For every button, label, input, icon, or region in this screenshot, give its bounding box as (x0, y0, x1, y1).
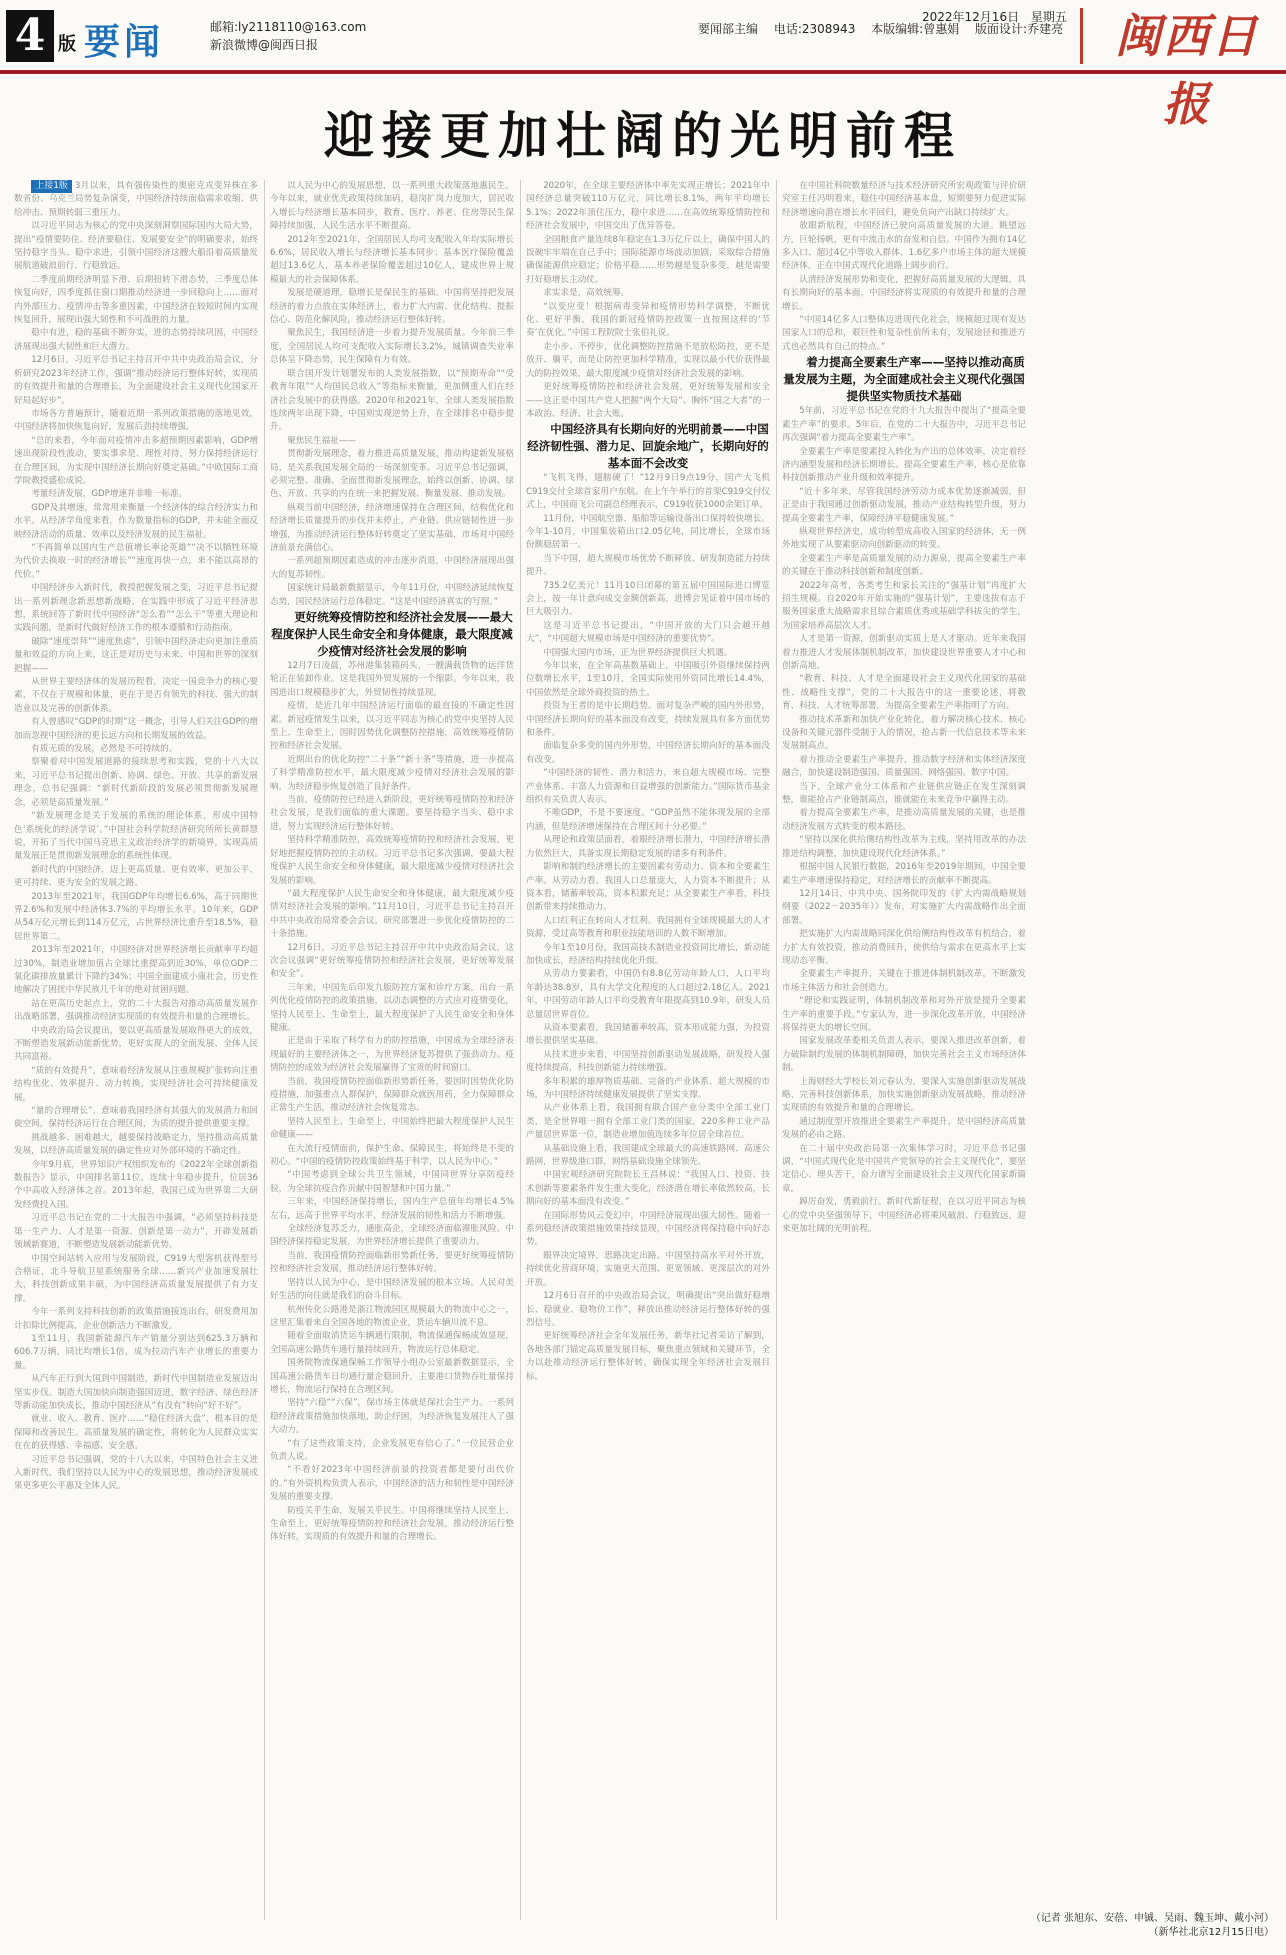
weekday-text: 星期五 (1030, 10, 1067, 24)
date-text: 2022年12月16日 (922, 10, 1020, 24)
page-editor: 本版编辑:曾惠娟 (871, 22, 960, 36)
article-column-2: 以人民为中心的发展思想，以一系列重大政策落地惠民生。今年以来，就业优先政策持续加码，稳岗扩岗力度加大，居民收入增长与经济增长基本同步，教育、医疗、养老、住房等民生保障持续加强，人民生活水平不断提高。 2012年至2021年，全国居民人均可支配收入年均实际增长6.6%，居民收入增长与经济增长基本同步；基本医疗保险覆盖超过13.6亿人，基本养老保险覆盖超过10亿人，建成世界上规模最大的社会保障体系。 发展是硬道理，稳增长是保民生的基础。中国将坚持把发展经济的着力点放在实体经济上，着力扩大内需、优化结构、提振信心、防范化解风险，推动经济运行整体好转。 聚焦民生，我国经济进一步着力提升发展质量。今年前三季度，全国居民人均可支配收入实际增长3.2%，城镇调查失业率总体呈下降态势，民生保障有力有效。 联合国开发计划署发布的人类发展指数，以“预期寿命”“受教育年限”“人均国民总收入”等指标来衡量，更加侧重人们在经济社会发展中的获得感。2020年和2021年，全球人类发展指数连续两年出现下降，中国则实现逆势上升，在全球排名中稳步提升。 聚焦民生福祉—— 贯彻新发展理念，着力推进高质量发展，推动构建新发展格局，是关系我国发展全局的一场深刻变革。习近平总书记强调，必须完整、准确、全面贯彻新发展理念，始终以创新、协调、绿色、开放、共享的内在统一来把握发展、衡量发展、推动发展。 纵观当前中国经济，经济增速保持在合理区间，结构优化和经济增长质量提升的步伐并未停止，产业链、供应链韧性进一步增强，为推动经济运行整体好转奠定了坚实基础，市场对中国经济前景充满信心。 一系列超预期因素造成的冲击逐步消退，中国经济展现出强大的复苏韧性。 国家统计局最新数据显示，今年11月份，中国经济延续恢复态势，国民经济运行总体稳定。“这是中国经济真实的写照。” 更好统筹疫情防控和经济社会发展——最大程度保护人民生命安全和身体健康，最大限度减少疫情对经济社会发展的影响 12月7日凌晨，苏州港集装箱码头，一艘满载货物的远洋货轮正在装卸作业。这是我国外贸发展的一个缩影。今年以来，我国进出口规模稳步扩大，外贸韧性持续显现。 疫情，是近几年中国经济运行面临的最直接的不确定性因素。新冠疫情发生以来，以习近平同志为核心的党中央坚持人民至上、生命至上，因时因势优化调整防控措施，高效统筹疫情防控和经济社会发展。 近期出台的优化防控“二十条”“新十条”等措施，进一步提高了科学精准防控水平，最大限度减少疫情对经济社会发展的影响，为经济稳步恢复创造了良好条件。 当前，疫情防控已经进入新阶段，更好统筹疫情防控和经济社会发展，是我们面临的重大课题。要坚持稳字当头、稳中求进，努力实现经济运行整体好转。 坚持科学精准防控，高效统筹疫情防控和经济社会发展，更好地把握疫情防控的主动权。习近平总书记多次强调，要最大程度保护人民生命安全和身体健康，最大限度减少疫情对经济社会发展的影响。 “最大程度保护人民生命安全和身体健康，最大限度减少疫情对经济社会发展的影响。”11月10日，习近平总书记主持召开中共中央政治局常委会会议，研究部署进一步优化疫情防控的二十条措施。 12月6日，习近平总书记主持召开中共中央政治局会议，这次会议强调“更好统筹疫情防控和经济社会发展，更好统筹发展和安全”。 三年来，中国先后印发九版防控方案和诊疗方案，出台一系列优化疫情防控的政策措施，以动态调整的方式应对疫情变化，坚持人民至上、生命至上，最大程度保护了人民生命安全和身体健康。 正是由于采取了科学有力的防控措施，中国成为全球经济表现最好的主要经济体之一，为世界经济复苏提供了强劲动力。疫情防控的成效为经济社会发展赢得了宝贵的时间窗口。 当前，我国疫情防控面临新形势新任务，要因时因势优化防疫措施，加强重点人群保护，保障群众就医用药，全力保障群众正常生产生活，推动经济社会恢复常态。 坚持人民至上、生命至上，中国始终把最大程度保护人民生命健康—— 在大流行疫情面前，保护生命、保障民生，将始终是不变的初心。“中国的疫情防控政策始终基于科学，以人民为中心。” “中国考虑到全球公共卫生领域，中国同世界分享防疫经验，为全球抗疫合作贡献中国智慧和中国力量。” 三年来，中国经济保持增长，国内生产总值年均增长4.5%左右，远高于世界平均水平，经济发展的韧性和活力不断增强。 全球经济复苏乏力，通胀高企，全球经济面临滞胀风险。中国经济保持稳定发展，为世界经济增长提供了重要动力。 当前，我国疫情防控面临新形势新任务，要更好统筹疫情防控和经济社会发展，推动经济运行整体好转。 坚持以人民为中心，是中国经济发展的根本立场。人民对美好生活的向往就是我们的奋斗目标。 杭州传化公路港是浙江物流园区规模最大的物流中心之一，这里汇集着来自全国各地的物流企业，货运车辆川流不息。 随着全面取消货运车辆通行限制，物流保通保畅成效显现，全国高速公路货车通行量持续回升，物流运行总体稳定。 国务院物流保通保畅工作领导小组办公室最新数据显示，全国高速公路货车日均通行量企稳回升，主要港口货物吞吐量保持增长，物流运行保持在合理区间。 坚持“六稳”“六保”，保市场主体就是保社会生产力。一系列稳经济政策措施加快落地，助企纾困，为经济恢复发展注入了强大动力。 “有了这些政策支持，企业发展更有信心了。”一位民营企业负责人说。 “不看好2023年中国经济前景的投资者都是要付出代价的。”有外资机构负责人表示，中国经济的活力和韧性是中国经济发展的重要支撑。 防疫关乎生命，发展关乎民生。中国将继续坚持人民至上、生命至上，更好统筹疫情防控和经济社会发展，推动经济运行整体好转，实现质的有效提升和量的合理增长。 (270, 181, 514, 1543)
headline: 迎接更加壮阔的光明前程 (324, 106, 962, 165)
article-column-3: 2020年，在全球主要经济体中率先实现正增长；2021年中国经济总量突破110万亿元，同比增长8.1%，两年平均增长5.1%；2022年顶住压力，稳中求进……在高效统筹疫情防控和经济社会发展中，中国交出了优异答卷。 全国粮食产量连续8年稳定在1.3万亿斤以上，确保中国人的饭碗牢牢端在自己手中；国际能源市场波动加剧，采取综合措施确保能源供应稳定；价格平稳……形势越是复杂多变，越是需要打好稳增长主动仗。 求实求是，高效统筹。 “以变应变！根据病毒变异和疫情形势科学调整，不断优化、更好平衡，我国的新冠疫情防控政策一直按照这样的‘节奏’在优化。”中国工程院院士张伯礼说。 走小步、不停步，优化调整防控措施不是放松防控，更不是放开、躺平，而是让防控更加科学精准，实现以最小代价获得最大的防控效果，最大限度减少疫情对经济社会发展的影响。 更好统筹疫情防控和经济社会发展，更好统筹发展和安全——这正是中国共产党人把握“两个大局”、胸怀“国之大者”的一本政治、经济、社会大账。 中国经济具有长期向好的光明前景——中国经济韧性强、潜力足、回旋余地广，长期向好的基本面不会改变 “飞机飞得，翅膀硬了！”12月9日9点19分，国产大飞机C919交付全球首家用户东航。在上午午举行的首架C919交付仪式上，中国商飞公司副总经理表示，C919收获1000余架订单。 11月份，中国航空器、船舶等运输设备出口保持较快增长。今年1-10月，中国集装箱出口2.05亿吨，同比增长，全球市场份额稳居第一。 当下中国，超大规模市场优势不断释放、研发制造能力持续提升。 735.2亿美元！11月10日闭幕的第五届中国国际进口博览会上，按一年计意向成交金额创新高，进博会见证着中国市场的巨大吸引力。 这是习近平总书记提出，“中国开放的大门只会越开越大”，“中国超大规模市场是中国经济的重要优势”。 中国强大国内市场，正为世界经济提供巨大机遇。 今年以来，在全年高基数基础上，中国吸引外资继续保持两位数增长水平，1至10月，全国实际使用外资同比增长14.4%，中国依然是全球外商投资的热土。 投资为王者的是中长期趋势。面对复杂严峻的国内外形势，中国经济长期向好的基本面没有改变，持续发展具有多方面优势和条件。 面临复杂多变的国内外形势，中国经济长期向好的基本面没有改变。 “中国经济的韧性、潜力和活力，来自超大规模市场、完整产业体系、丰富人力资源和日益增强的创新能力。”国际货币基金组织有关负责人表示。 不唯GDP，不是不要速度。“GDP虽然不能体现发展的全部内涵，但是经济增速保持在合理区间十分必要。” 从理论和政策层面看，着眼经济增长潜力，中国经济增长潜力依然巨大，具备实现长期稳定发展的诸多有利条件。 影响和制约经济增长的主要因素有劳动力、资本和全要素生产率。从劳动力看，我国人口总量庞大，人力资本不断提升；从资本看，储蓄率较高，资本积累充足；从全要素生产率看，科技创新带来持续推动力。 人口红利正在转向人才红利。我国拥有全球规模最大的人才资源，受过高等教育和职业技能培训的人数不断增加。 今年1至10月份，我国高技术制造业投资同比增长，新动能加快成长，经济结构持续优化升级。 从劳动力要素看，中国仍有8.8亿劳动年龄人口，人口平均年龄达38.8岁，具有大学文化程度的人口超过2.18亿人。2021年，中国劳动年龄人口平均受教育年限提高到10.9年，研发人员总量居世界首位。 从资本要素看，我国储蓄率较高，资本形成能力强，为投资增长提供坚实基础。 从技术进步来看，中国坚持创新驱动发展战略，研发投入强度持续提高，科技创新能力持续增强。 多年积累的雄厚物质基础、完备的产业体系、超大规模的市场，为中国经济持续健康发展提供了坚实支撑。 从产业体系上看，我国拥有联合国产业分类中全部工业门类，是全世界唯一拥有全部工业门类的国家，220多种工业产品产量居世界第一位，制造业增加值连续多年位居全球首位。 从基础设施上看，我国建成全球最大的高速铁路网、高速公路网，世界级港口群，网络基础设施全球领先。 中国宏观经济研究院院长王昌林说：“我国人口、投资、技术创新等要素条件发生重大变化，经济潜在增长率依然较高，长期向好的基本面没有改变。” 在国际形势风云变幻中，中国经济展现出强大韧性。随着一系列稳经济政策措施效果持续显现，中国经济将保持稳中向好态势。 眼界决定境界，思路决定出路。中国坚持高水平对外开放，持续优化营商环境，实施更大范围、更宽领域、更深层次的对外开放。 12月6日召开的中央政治局会议，明确提出“突出做好稳增长、稳就业、稳物价工作”，释放出推动经济运行整体好转的强烈信号。 更好统筹经济社会全年发展任务，新华社记者采访了解到，各地各部门锚定高质量发展目标，聚焦重点领域和关键环节，全力以赴推动经济运行整体好转，确保实现全年经济社会发展目标。 (526, 181, 770, 1382)
reporters: （记者 张旭东、安蓓、申铖、吴雨、魏玉坤、戴小河） (1030, 1913, 1274, 1924)
issue-date (922, 8, 1075, 25)
weibo-text: 新浪微博@闽西日报 (210, 38, 319, 52)
page-number: 4 (6, 10, 54, 62)
byline (1030, 1912, 1274, 1940)
article-column-4: 在中国社科院数量经济与技术经济研究所宏观政策与评价研究室主任冯明看来，稳住中国经济基本盘，短期要努力促进实际经济增速向潜在增长水平回归，避免负向产出缺口持续扩大。 放眼新航程，中国经济已驶向高质量发展的大道。眺望远方，巨轮扬帆，更有中流击水的奋发和自信。中国作为拥有14亿多人口、超过4亿中等收入群体、1.6亿多户市场主体的超大规模经济体，正在中国式现代化道路上阔步前行。 认清经济发展形势和变化，把握好高质量发展的大逻辑，具有长期向好的基本面，中国经济将实现质的有效提升和量的合理增长。 “中国14亿多人口整体迈进现代化社会，规模超过现有发达国家人口的总和，艰巨性和复杂性前所未有，发展途径和推进方式也必然具有自己的特点。” 着力提高全要素生产率——坚持以推动高质量发展为主题，为全面建成社会主义现代化强国提供坚实物质技术基础 5年前，习近平总书记在党的十九大报告中提出了“提高全要素生产率”的要求。5年后，在党的二十大报告中，习近平总书记再次强调“着力提高全要素生产率”。 全要素生产率是要素投入转化为产出的总体效率，决定着经济内涵型发展和经济长期增长。提高全要素生产率，核心是依靠科技创新推动产业升级和效率提升。 “近十多年来，尽管我国经济劳动力成本优势逐渐减弱，但正是由于我国通过创新驱动发展，推动产业结构转型升级，努力提高全要素生产率，保障经济平稳健康发展。” 纵观世界经济史，成功转型成高收入国家的经济体，无一例外地实现了从要素驱动向创新驱动的转变。 全要素生产率是高质量发展的动力源泉，提高全要素生产率的关键在于推动科技创新和制度创新。 2022年高考，各类考生和家长关注的“强基计划”再度扩大招生规模。自2020年开始实施的“强基计划”，主要选拔有志于服务国家重大战略需求且综合素质优秀或基础学科拔尖的学生，为国家培养高层次人才。 人才是第一资源，创新驱动实质上是人才驱动。近年来我国着力推进人才发展体制机制改革，加快建设世界重要人才中心和创新高地。 “教育、科技、人才是全面建设社会主义现代化国家的基础性、战略性支撑”，党的二十大报告中的这一重要论述，将教育、科技、人才统筹部署，为提高全要素生产率指明了方向。 推动技术革新和加快产业化转化，着力解决核心技术、核心设备和关键元器件受制于人的情况，抢占新一代信息技术等未来发展制高点。 着力推动全要素生产率提升，推动数字经济和实体经济深度融合，加快建设制造强国、质量强国、网络强国、数字中国。 当下，全球产业分工体系和产业链供应链正在发生深刻调整，谁能抢占产业链制高点，谁就能在未来竞争中赢得主动。 着力提高全要素生产率，是推动高质量发展的关键，也是推动经济发展方式转变的根本路径。 “坚持以深化供给侧结构性改革为主线，坚持用改革的办法推进结构调整，加快建设现代化经济体系。” 根据中国人民银行数据，2016年至2019年期间，中国全要素生产率增速保持稳定，对经济增长的贡献率不断提高。 12月14日，中共中央、国务院印发的《扩大内需战略规划纲要（2022－2035年）》发布，对实施扩大内需战略作出全面部署。 把实施扩大内需战略同深化供给侧结构性改革有机结合，着力扩大有效投资，推动消费回升，使供给与需求在更高水平上实现动态平衡。 全要素生产率提升，关键在于推进体制机制改革，不断激发市场主体活力和社会创造力。 “理论和实践证明，体制机制改革和对外开放是提升全要素生产率的重要手段。”专家认为，进一步深化改革开放，中国经济将保持更大的增长空间。 国家发展改革委相关负责人表示，要深入推进改革创新，着力破除制约发展的体制机制障碍，加快完善社会主义市场经济体制。 上海财经大学校长刘元春认为，要深入实施创新驱动发展战略，完善科技创新体系，加快实施创新驱动发展战略，推动经济实现质的有效提升和量的合理增长。 通过制度型开放推进全要素生产率提升，是中国经济高质量发展的必由之路。 在二十届中央政治局第一次集体学习时，习近平总书记强调，“中国式现代化是中国共产党领导的社会主义现代化”，要坚定信心、埋头苦干，奋力谱写全面建设社会主义现代化国家新篇章。 踔厉奋发，勇毅前行。新时代新征程，在以习近平同志为核心的党中央坚强领导下，中国经济必将乘风破浪、行稳致远，迎来更加壮阔的光明前程。 (782, 181, 1026, 1235)
contact-info (210, 18, 366, 54)
source: （新华社北京12月15日电） (1148, 1927, 1274, 1938)
subhead-2: 中国经济具有长期向好的光明前景——中国经济韧性强、潜力足、回旋余地广，长期向好的基本面不会改变 (527, 422, 769, 471)
phone: 电话:2308943 (773, 22, 856, 36)
column-divider (520, 180, 521, 1920)
chief-editor: 要闻部主编 (698, 22, 759, 36)
continued-tag: 上接1版 (31, 180, 72, 193)
page-label: 版 (58, 34, 76, 55)
subhead-3: 着力提高全要素生产率——坚持以推动高质量发展为主题，为全面建成社会主义现代化强国提供坚实物质技术基础 (783, 355, 1025, 404)
section-title: 要闻 (84, 21, 165, 63)
page-header (0, 0, 1286, 131)
email-text: 邮箱:ly2118110@163.com (210, 20, 367, 34)
column-divider (776, 180, 777, 1920)
column-divider (264, 180, 265, 1920)
article-column-1: 上接1版 3月以来，具有强传染性的奥密克戎变异株在多数省份、乌克兰局势复杂演变，中国经济持续面临需求收缩、供给冲击、预期转弱三重压力。 以习近平同志为核心的党中央深刻洞察国际国内大局大势，提出“疫情要防住、经济要稳住、发展要安全”的明确要求，始终坚持稳字当头、稳中求进，引领中国经济这艘大船沿着高质量发展航道破浪前行、行稳致远。 二季度前期经济明显下滑、后期扭转下滑态势，三季度总体恢复向好，四季度抓住窗口期推动经济进一步回稳向上……面对内外部压力、疫情冲击等多重因素，中国经济在较短时间内实现恢复回升，展现出强大韧性和不可战胜的力量。 稳中有进，稳的基础不断夯实，进的态势持续巩固，中国经济展现出强大韧性和巨大潜力。 12月6日，习近平总书记主持召开中共中央政治局会议，分析研究2023年经济工作，强调“推动经济运行整体好转，实现质的有效提升和量的合理增长，为全面建设社会主义现代化国家开好局起好步”。 市场各方普遍预计，随着近期一系列政策措施的落地见效，中国经济将加快恢复向好，发展后劲持续增强。 “总的来看，今年面对疫情冲击多超预期因素影响，GDP增速出现阶段性波动，要实事求是、理性对待，努力保持经济运行在合理区间，为实现中国经济长期向好奠定基础。”中欧国际工商学院教授盛松成说。 考量经济发展，GDP增速并非唯一标准。 GDP及其增速，常常用来衡量一个经济体的综合经济实力和水平。从经济学角度来看，作为数量指标的GDP，并未能全面反映经济活动的质量、效率以及经济发展的民生福祉。 “不再简单以国内生产总值增长率论英雄”“决不以牺牲环境为代价去换取一时的经济增长”“速度再快一点，来不能以高昂的代价。” 中国经济步入新时代，教授把握发展之变，习近平总书记提出一系列新理念新思想新战略，在实践中形成了习近平经济思想，系统回答了新时代中国经济“怎么看”“怎么干”等重大理论和实践问题，是新时代做好经济工作的根本遵循和行动指南。 破除“速度崇拜”“速度焦虑”，引领中国经济走向更加注重质量和效益的方向上来，这正是对历史与未来、中国和世界的深刻把握—— 从世界主要经济体的发展历程看，决定一国竞争力的核心要素，不仅在于规模和体量，更在于是否有领先的科技、强大的制造业以及完善的创新体系。 有人曾感叹“GDP的时期”这一概念，引导人们关注GDP的增加而忽视中国经济的更长远方向和长期发展的效益。 有质无质的发展，必然是不可持续的。 察聚着对中国发展道路的接续思考和实践，党的十八大以来，习近平总书记提出创新、协调、绿色、开放、共享的新发展理念，总书记强调：“新时代新阶段的发展必须贯彻新发展理念，必须是高质量发展。” “新发展理念是关于发展的系统的理论体系，形成中国特色‘系统化的经济学说’。”中国社会科学院经济研究所所长黄群慧说，开拓了当代中国马克思主义政治经济学的新境界，实现高质量发展正是贯彻新发展理念的系统性体现。 新时代的中国经济，迈上更高质量、更有效率、更加公平、更可持续、更为安全的发展之路。 2013年至2021年，我国GDP年均增长6.6%，高于同期世界2.6%和发展中经济体3.7%的平均增长水平。10年来，GDP从54万亿元增长到114万亿元，占世界经济比重升至18.5%，稳居世界第二。 2013年至2021年，中国经济对世界经济增长贡献率平均超过30%，制造业增加值占全球比重提高到近30%，单位GDP二氧化碳排放量累计下降约34%；中国全面建成小康社会，历史性地解决了困扰中华民族几千年的绝对贫困问题。 站在更高历史起点上，党的二十大报告对推动高质量发展作出战略部署，强调推动经济实现质的有效提升和量的合理增长。 中央政治局会议提出，要以更高质量发展取得更大的成效，不断塑造发展新动能新优势，更好实现人的全面发展、全体人民共同富裕。 “质的有效提升”，意味着经济发展从注重规模扩张转向注重结构优化、效率提升、动力转换，实现经济社会可持续健康发展。 “量的合理增长”，意味着我国经济有其强大的发展潜力和回旋空间，保持经济运行在合理区间，为质的提升提供重要支撑。 挑战越多、困难越大，越要保持战略定力，坚持推动高质量发展，以经济高质量发展的确定性应对外部环境的不确定性。 今年9月底，世界知识产权组织发布的《2022年全球创新指数报告》显示，中国排名第11位，连续十年稳步提升，位居36个中高收入经济体之首。2013年起，我国已成为世界第二大研发经费投入国。 习近平总书记在党的二十大报告中强调，“必须坚持科技是第一生产力、人才是第一资源、创新是第一动力”，开辟发展新领域新赛道，不断塑造发展新动能新优势。 中国空间站转入应用与发展阶段，C919大型客机获得型号合格证，北斗导航卫星系统服务全球……新兴产业加速发展壮大，科技创新成果丰硕，为中国经济高质量发展提供了有力支撑。 今年一系列支持科技创新的政策措施接连出台，研发费用加计扣除比例提高，企业创新活力不断激发。 1至11月，我国新能源汽车产销量分别达到625.3万辆和606.7万辆，同比均增长1倍，成为拉动汽车产业增长的重要力量。 从汽车正行到大国到中国制造，新时代中国制造业发展迈出坚实步伐。制造大国加快向制造强国迈进，数字经济、绿色经济等新动能加快成长，推动中国经济从“有没有”转向“好不好”。 就业、收入、教育、医疗……“稳住经济大盘”，根本目的是保障和改善民生。高质量发展的确定性，将转化为人民群众实实在在的获得感、幸福感、安全感。 习近平总书记强调，党的十八大以来，中国特色社会主义进入新时代，我们坚持以人民为中心的发展思想，推动经济发展成果更多更公平惠及全体人民。 (14, 181, 258, 1492)
masthead-logo: 闽西日报 (1115, 9, 1259, 131)
subhead-1: 更好统筹疫情防控和经济社会发展——最大程度保护人民生命安全和身体健康，最大限度减少疫情对经济社会发展的影响 (271, 610, 513, 658)
layout-editor: 版面设计:乔建亮 (975, 22, 1064, 36)
